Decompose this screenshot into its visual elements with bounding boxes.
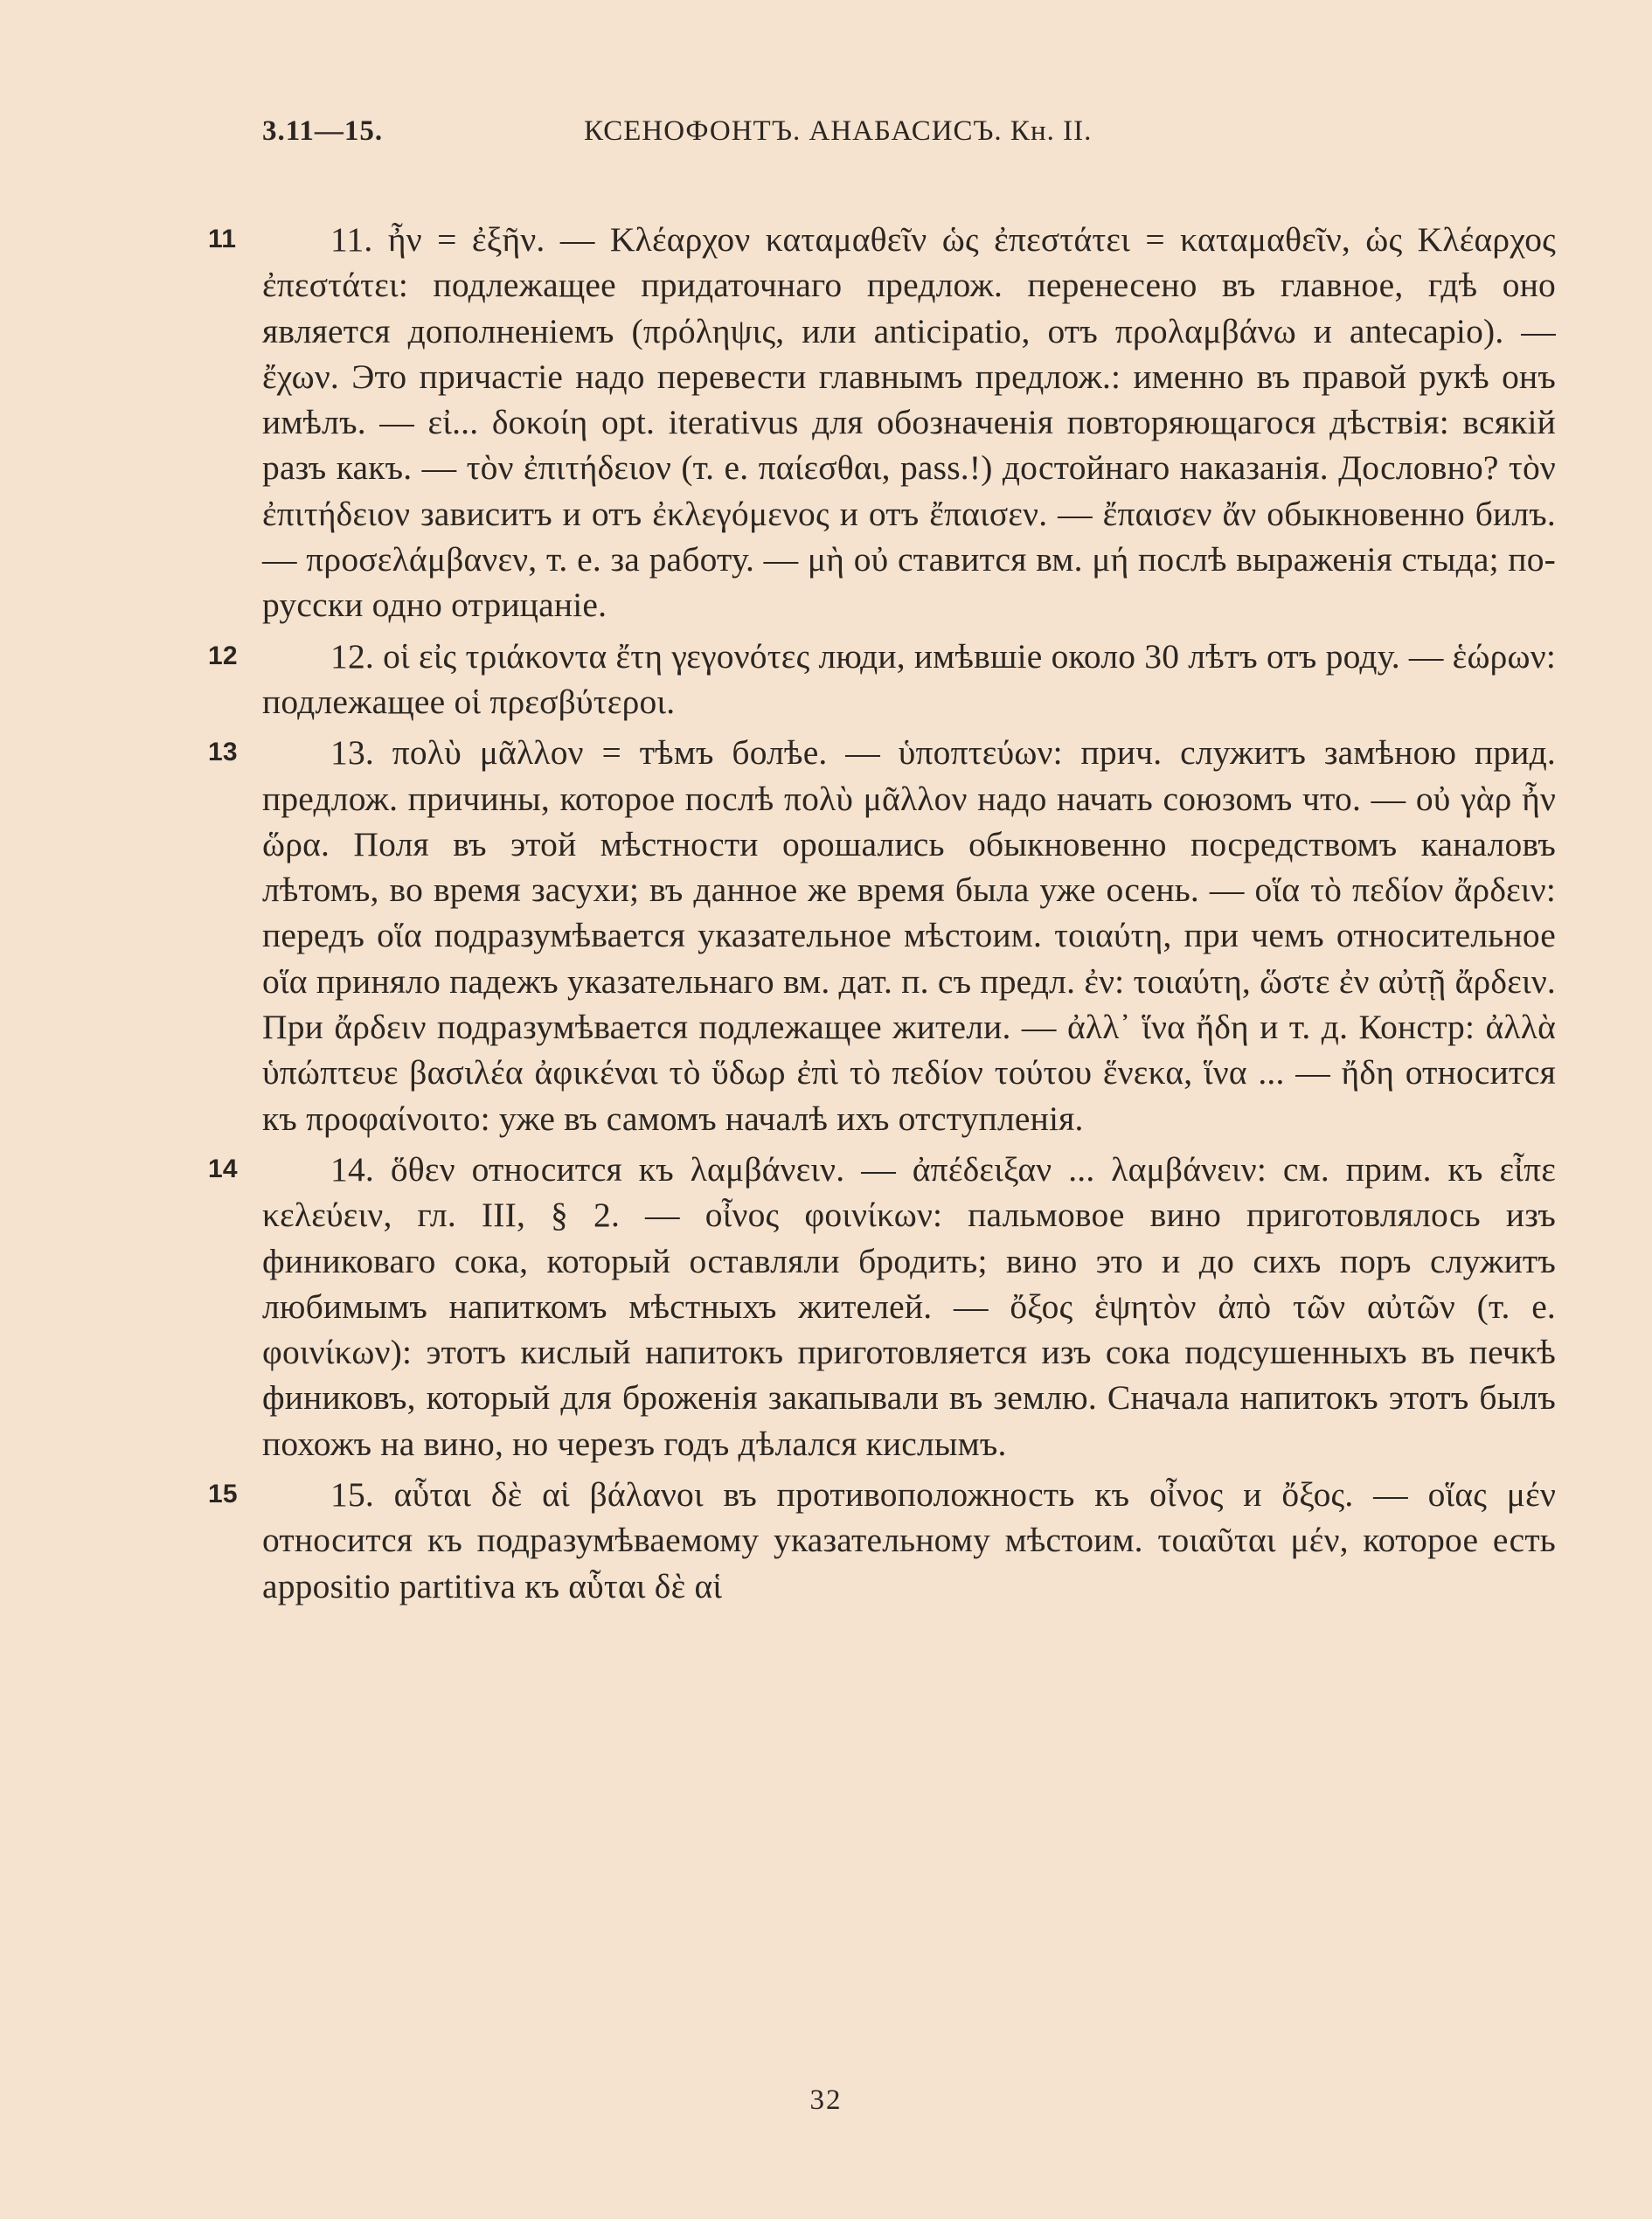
commentary-paragraph	[208, 730, 1556, 1141]
paragraph-text: 11. ἦν = ἐξῆν. — Κλέαρχον καταμαθεῖν ὡς ἐπεστάτει = καταμαθεῖν, ὡς Κλέαρχος ἐπεστάτει: подлежащее придаточнаго предлож. перенесено въ главное, гдѣ оно является дополненіемъ (πρόληψις, или anticipatio, отъ προλαμβάνω и antecapio). — ἔχων. Это причастіе надо перевести главнымъ предлож.: именно въ правой рукѣ онъ имѣлъ. — εἰ... δοκοίη opt. iterativus для обозначенія повторяющагося дѣствія: всякій разъ какъ. — τὸν ἐπιτήδειον (т. е. παίεσθαι, pass.!) достойнаго наказанія. Дословно? τὸν ἐπιτήδειον зависитъ и отъ ἐκλεγόμενος и отъ ἔπαισεν. — ἔπαισεν ἄν обыкновенно билъ. — προσελάμβανεν, т. е. за работу. — μὴ οὐ ставится вм. μή послѣ выраженія стыда; по-русски одно отрицаніе.	[262, 220, 1556, 625]
commentary-paragraph	[208, 1147, 1556, 1467]
commentary-paragraph	[208, 217, 1556, 628]
margin-number: 14	[208, 1154, 238, 1183]
paragraph-text: 13. πολὺ μᾶλλον = тѣмъ болѣе. — ὑποπτεύων: прич. служитъ замѣною прид. предлож. причины, которое послѣ πολὺ μᾶλλον надо начать союзомъ что. — οὐ γὰρ ἦν ὥρα. Поля въ этой мѣстности орошались обыкновенно посредствомъ каналовъ лѣтомъ, во время засухи; въ данное же время была уже осень. — οἵα τὸ πεδίον ἄρδειν: передъ οἵα подразумѣвается указательное мѣстоим. τοιαύτη, при чемъ относительное οἵα приняло падежъ указательнаго вм. дат. п. съ предл. ἐν: τοιαύτη, ὥστε ἐν αὐτῇ ἄρδειν. При ἄρδειν подразумѣвается подлежащее жители. — ἀλλ᾽ ἵνα ἤδη и т. д. Констр: ἀλλὰ ὑπώπτευε βασιλέα ἀφικέναι τὸ ὕδωρ ἐπὶ τὸ πεδίον τούτου ἕνεκα, ἵνα ... — ἤδη относится къ προφαίνοιτο: уже въ самомъ началѣ ихъ отступленія.	[262, 733, 1556, 1138]
running-header	[262, 115, 1241, 159]
section-range: 3.11—15.	[262, 115, 384, 147]
commentary-paragraph	[208, 1472, 1556, 1609]
margin-number: 13	[208, 738, 238, 767]
margin-number: 11	[208, 225, 237, 253]
page-number: 32	[809, 2084, 843, 2116]
running-title: КСЕНОФОНТЪ. АНАБАСИСЪ. Кн. II.	[584, 115, 1093, 147]
paragraph-text: 14. ὅθεν относится къ λαμβάνειν. — ἀπέδειξαν ... λαμβάνειν: см. прим. къ εἶπε κελεύειν, гл. III, § 2. — οἶνος φοινίκων: пальмовое вино приготовлялось изъ финиковаго сока, который оставляли бродить; вино это и до сихъ поръ служитъ любимымъ напиткомъ мѣстныхъ жителей. — ὄξος ἑψητὸν ἀπὸ τῶν αὐτῶν (т. е. φοινίκων): этотъ кислый напитокъ приготовляется изъ сока подсушенныхъ въ печкѣ финиковъ, который для броженія закапывали въ землю. Сначала напитокъ этотъ былъ похожъ на вино, но черезъ годъ дѣлался кислымъ.	[262, 1149, 1556, 1463]
paragraph-text: 15. αὗται δὲ αἱ βάλανοι въ противоположность къ οἶνος и ὄξος. — οἵας μέν относится къ подразумѣваемому указательному мѣстоим. τοιαῦται μέν, которое есть appositio partitiva къ αὗται δὲ αἱ	[262, 1475, 1556, 1605]
commentary-paragraph	[208, 634, 1556, 725]
margin-number: 15	[208, 1480, 238, 1509]
margin-number: 12	[208, 641, 238, 670]
paragraph-text: 12. οἱ εἰς τριάκοντα ἔτη γεγονότες люди, имѣвшіе около 30 лѣтъ отъ роду. — ἑώρων: подлежащее οἱ πρεσβύτεροι.	[262, 636, 1556, 721]
commentary-body	[208, 217, 1556, 1614]
